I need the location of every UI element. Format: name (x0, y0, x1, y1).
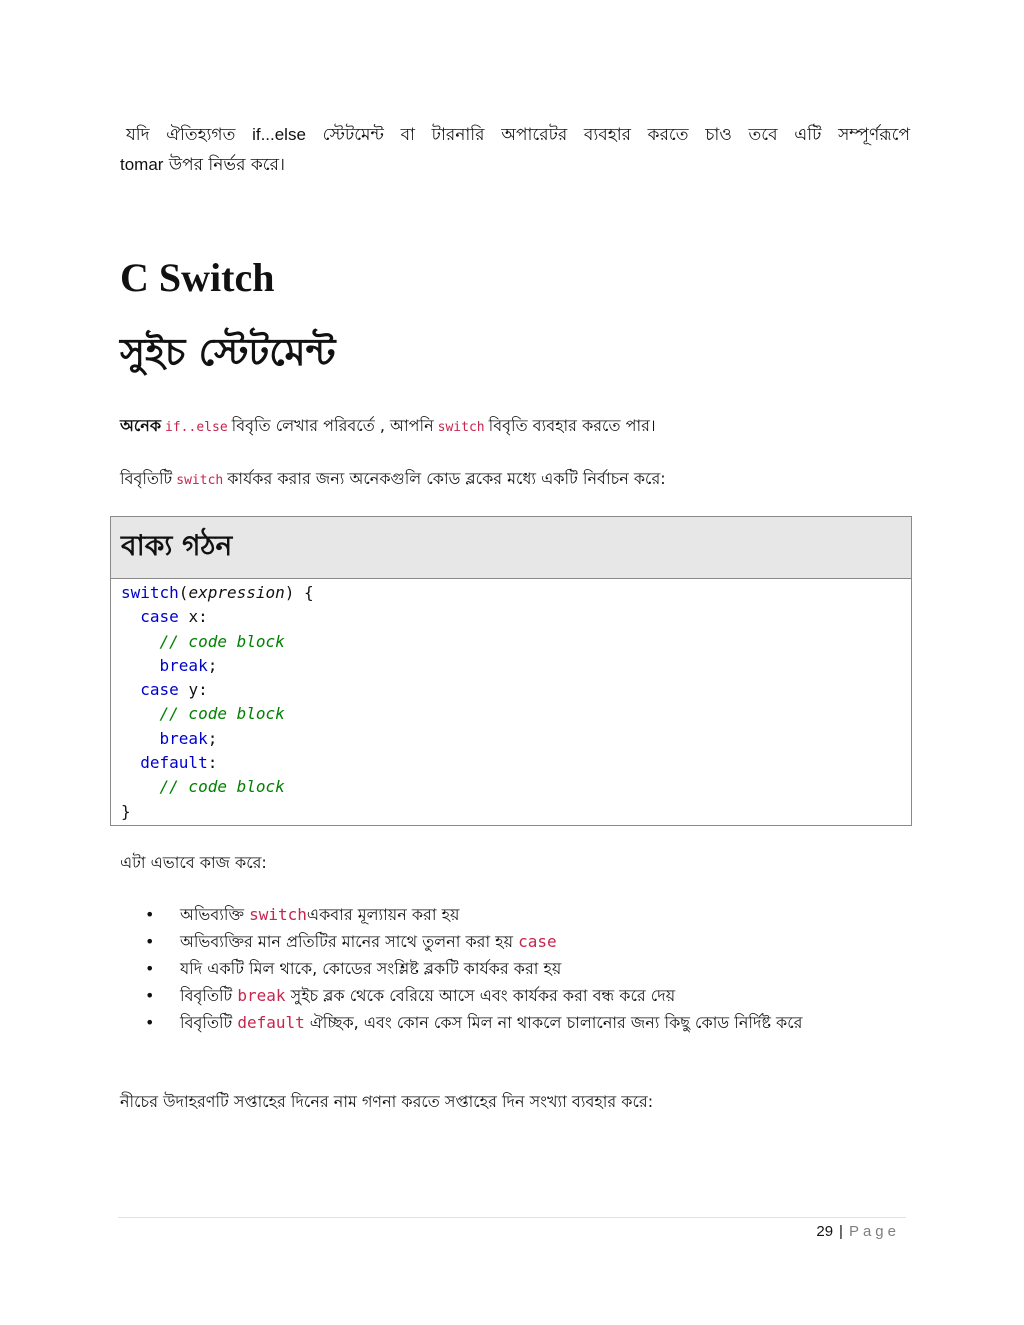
code-keyword: case (140, 680, 179, 700)
paragraph-text: বিবৃতি ব্যবহার করতে পার। (488, 416, 656, 435)
code-keyword: break (159, 728, 208, 748)
code-case-value: x (188, 607, 199, 627)
list-item (145, 1009, 865, 1036)
bullet-icon: • (145, 1013, 155, 1032)
code-keyword: switch (121, 583, 179, 602)
inline-code: switch (437, 420, 485, 435)
code-keyword: default (140, 753, 208, 773)
code-comment: // code block (159, 777, 285, 797)
inline-code: switch (249, 905, 307, 924)
paragraph-text: কার্যকর করার জন্য অনেকগুলি কোড ব্লকের মধ্যে একটি নির্বাচন করে: (227, 469, 666, 488)
page-subtitle: সুইচ স্টেটমেন্ট (120, 330, 336, 374)
syntax-box (110, 516, 912, 826)
intro-line-2 (120, 155, 285, 175)
bold-text: অনেক (120, 416, 162, 435)
list-item (145, 982, 865, 1009)
list-item (145, 928, 865, 955)
page-footer (816, 1222, 900, 1242)
intro-line-1 (120, 120, 910, 150)
intro-text: যদি ঐতিহ্যগত (126, 125, 236, 145)
inline-code: break (237, 986, 286, 1005)
footer-separator: | (839, 1223, 843, 1240)
how-it-works-text: এটা এভাবে কাজ করে: (120, 853, 267, 872)
inline-code: if..else (165, 420, 228, 435)
code-keyword: case (140, 607, 179, 627)
list-text: সুইচ ব্লক থেকে বেরিয়ে আসে এবং কার্যকর করা বন্ধ করে দেয় (290, 986, 676, 1005)
paragraph-text: বিবৃতি লেখার পরিবর্তে , আপনি (231, 416, 434, 435)
page-number: 29 (816, 1223, 834, 1240)
paragraph-if-else (120, 413, 656, 441)
code-case-value: y (188, 680, 199, 700)
inline-code: default (237, 1013, 305, 1032)
list-item (145, 901, 865, 928)
bullet-icon: • (145, 905, 155, 924)
example-intro-text: নীচের উদাহরণটি সপ্তাহের দিনের নাম গণনা করতে সপ্তাহের দিন সংখ্যা ব্যবহার করে: (120, 1092, 654, 1111)
intro-text: স্টেটমেন্ট বা টারনারি অপারেটর ব্যবহার করতে চাও তবে এটি সম্পূর্ণরূপে (322, 125, 911, 145)
intro-code: if...else (252, 125, 306, 144)
list-text: একবার মূল্যায়ন করা হয় (306, 905, 460, 924)
intro-text: উপর নির্ভর করে। (168, 155, 285, 175)
footer-divider (118, 1217, 906, 1218)
bullet-icon: • (145, 986, 155, 1005)
page-title: C Switch (120, 255, 275, 300)
code-keyword: break (159, 655, 208, 675)
list-text: অভিব্যক্তি (180, 905, 245, 924)
code-comment: // code block (159, 704, 285, 724)
inline-code: switch (176, 473, 224, 488)
bullet-icon: • (145, 932, 155, 951)
list-text: অভিব্যক্তির মান প্রতিটির মানের সাথে তুলনা করা হয় (180, 932, 514, 951)
intro-text: tomar (120, 155, 164, 174)
intro-paragraph (120, 120, 910, 180)
page-label: Page (848, 1223, 900, 1240)
inline-code: case (518, 932, 557, 951)
list-text: বিবৃতিটি (180, 1013, 233, 1032)
list-text: যদি একটি মিল থাকে, কোডের সংশ্লিষ্ট ব্লকটি কার্যকর করা হয় (180, 959, 562, 978)
list-text: ঐচ্ছিক, এবং কোন কেস মিল না থাকলে চালানোর জন্য কিছু কোড নির্দিষ্ট করে (309, 1013, 803, 1032)
code-comment: // code block (159, 631, 285, 651)
list-item (145, 955, 865, 982)
code-block: switch(expression) { case x: // code block break; case y: // code block break; default: // code block } (121, 583, 314, 821)
list-text: বিবৃতিটি (180, 986, 233, 1005)
bullet-icon: • (145, 959, 155, 978)
bullet-list (145, 901, 865, 1036)
code-expression: expression (188, 583, 285, 602)
paragraph-text: বিবৃতিটি (120, 469, 173, 488)
syntax-heading: বাক্য গঠন (111, 517, 911, 579)
paragraph-switch (120, 466, 666, 494)
